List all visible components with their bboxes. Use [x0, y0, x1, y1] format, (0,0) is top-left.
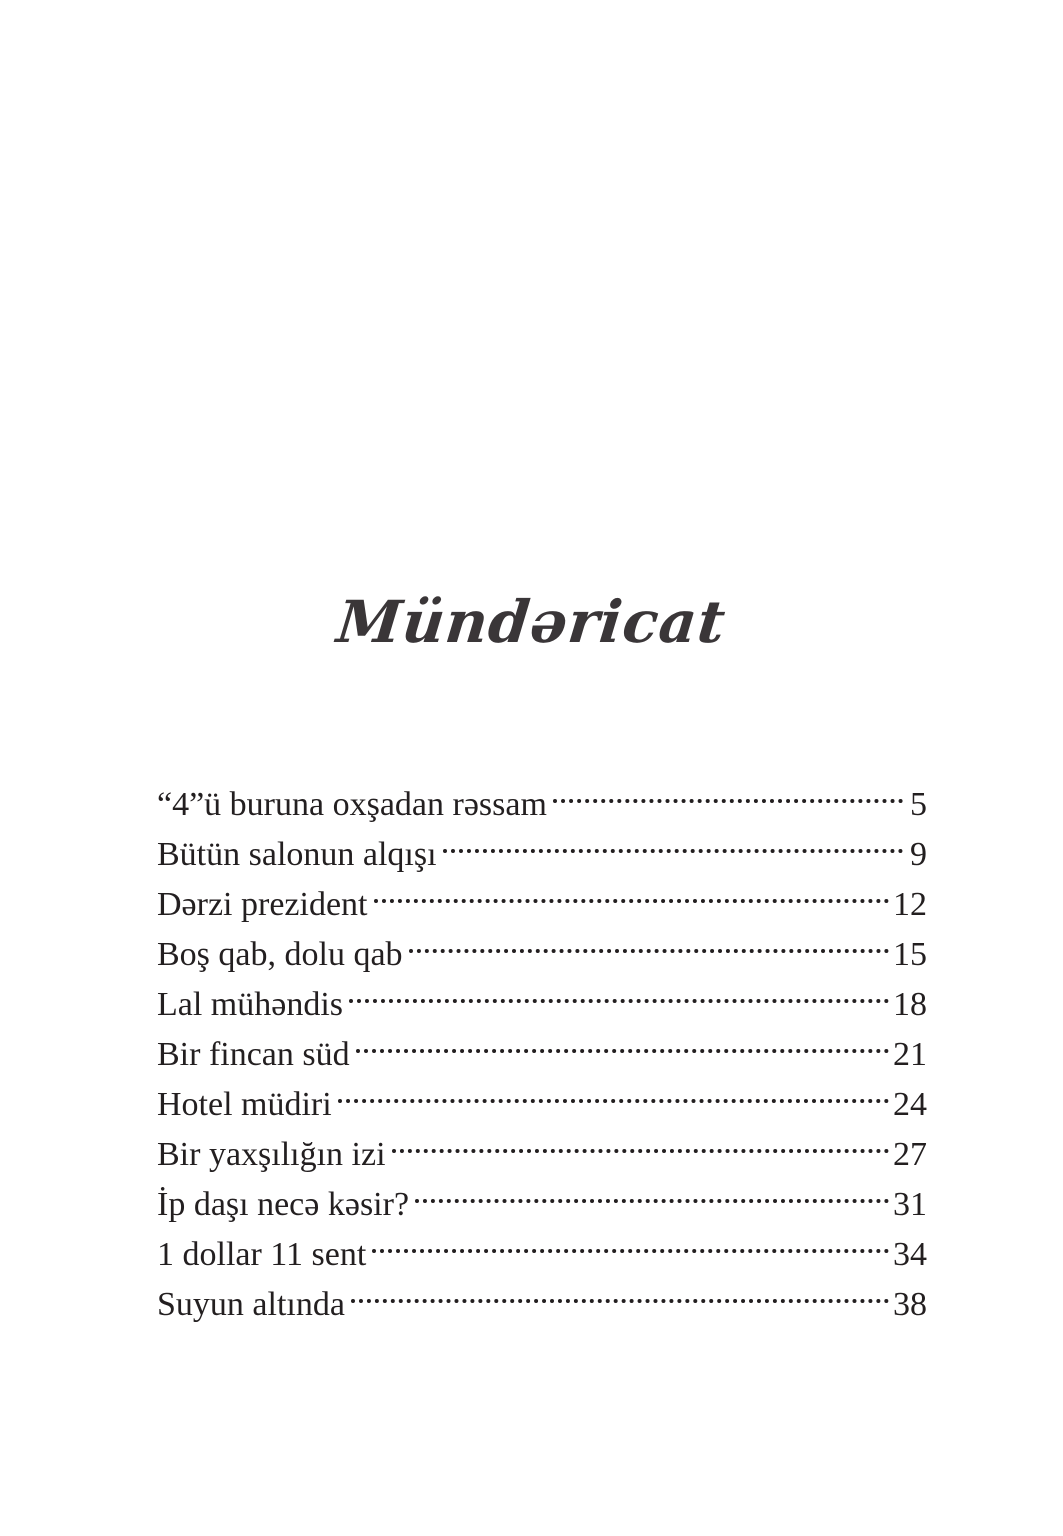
- dot-leader: [392, 1115, 889, 1165]
- toc-entry-title: Bütün salonun alqışı: [157, 836, 437, 873]
- toc-entry-title: Dərzi prezident: [157, 886, 368, 923]
- toc-entry-page: 38: [893, 1286, 927, 1323]
- dot-leader: [415, 1165, 889, 1215]
- dot-leader: [349, 965, 889, 1015]
- dot-leader: [338, 1065, 889, 1115]
- toc-entry-page: 21: [893, 1036, 927, 1073]
- dot-leader: [351, 1265, 889, 1315]
- dot-leader: [372, 1215, 889, 1265]
- toc-entry-page: 24: [893, 1086, 927, 1123]
- toc-entry-page: 15: [893, 936, 927, 973]
- toc-entry-title: Suyun altında: [157, 1286, 345, 1323]
- table-of-contents: [157, 765, 927, 1323]
- toc-entry-page: 18: [893, 986, 927, 1023]
- dot-leader: [374, 865, 890, 915]
- toc-entry-title: Boş qab, dolu qab: [157, 936, 403, 973]
- toc-entry-page: 31: [893, 1186, 927, 1223]
- page-title: Mündəricat: [333, 588, 730, 656]
- toc-entry-page: 5: [910, 786, 927, 823]
- toc-entry-title: Bir fincan süd: [157, 1036, 350, 1073]
- toc-entry-title: Bir yaxşılığın izi: [157, 1136, 386, 1173]
- toc-entry-page: 27: [893, 1136, 927, 1173]
- toc-entry-title: Hotel müdiri: [157, 1086, 332, 1123]
- toc-entry-title: Lal mühəndis: [157, 986, 344, 1023]
- toc-entry-title: İp daşı necə kəsir?: [157, 1186, 410, 1223]
- dot-leader: [443, 815, 903, 865]
- toc-entry-page: 9: [910, 836, 927, 873]
- toc-entry-title: 1 dollar 11 sent: [157, 1236, 367, 1273]
- toc-entry-page: 34: [893, 1236, 927, 1273]
- toc-entry-title: “4”ü buruna oxşadan rəssam: [157, 786, 547, 823]
- dot-leader: [409, 915, 889, 965]
- toc-entry: [157, 765, 927, 823]
- dot-leader: [553, 765, 903, 815]
- dot-leader: [356, 1015, 889, 1065]
- toc-entry-page: 12: [893, 886, 927, 923]
